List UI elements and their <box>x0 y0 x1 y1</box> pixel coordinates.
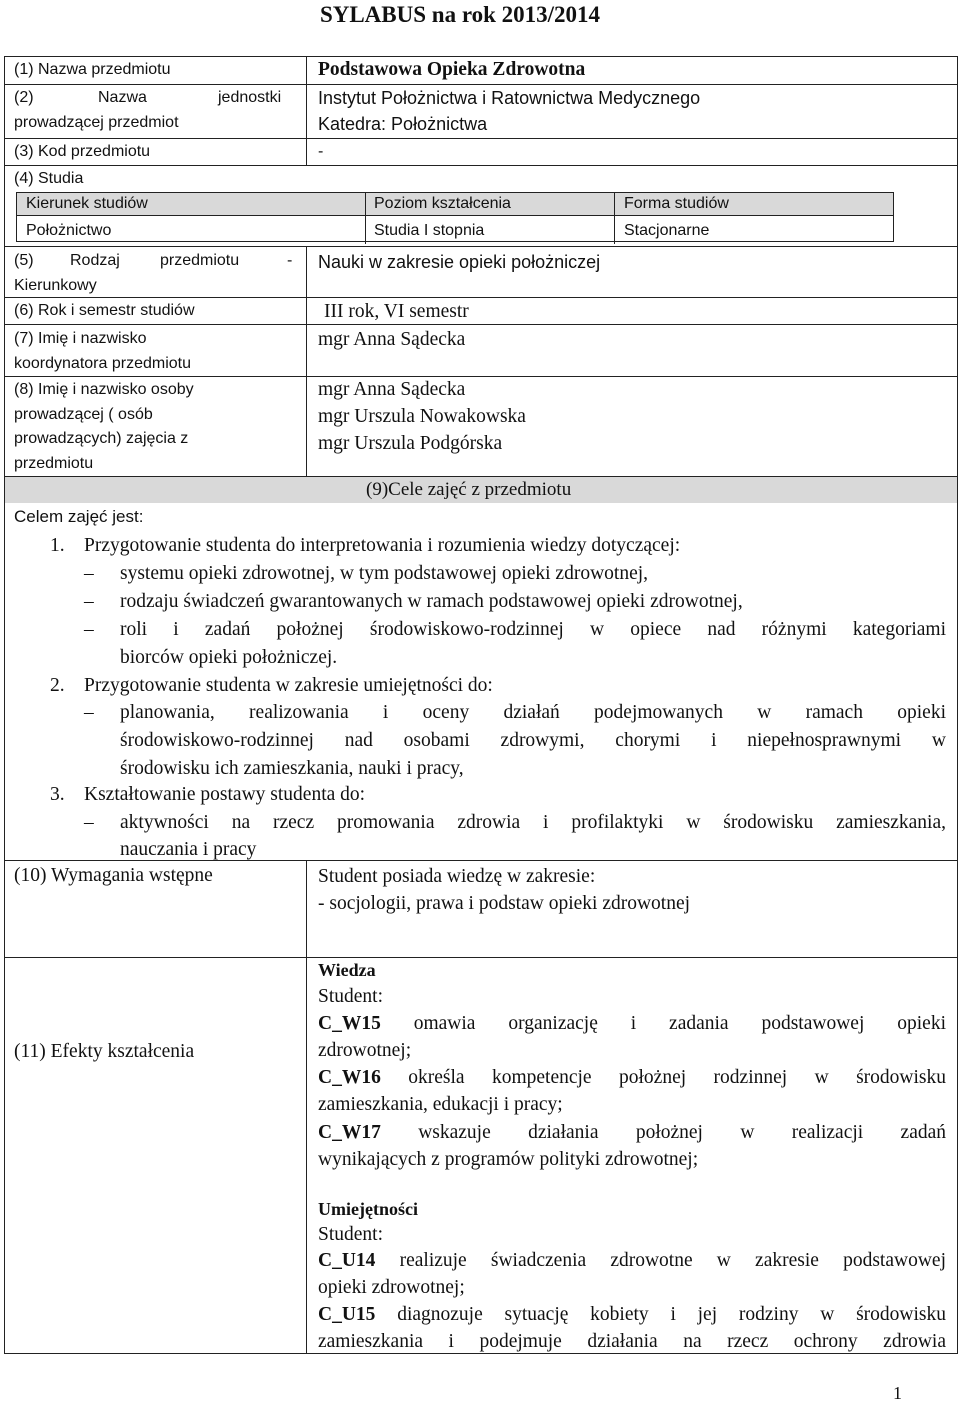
dash-bullet: – <box>84 591 94 612</box>
label-course-code: (3) Kod przedmiotu <box>14 143 151 160</box>
goals-heading: (9)Cele zajęć z przedmiotu <box>366 479 572 500</box>
value-course-name: Podstawowa Opieka Zdrowotna <box>318 59 586 80</box>
value-department: Katedra: Położnictwa <box>318 114 488 134</box>
label-coordinator-b: koordynatora przedmiotu <box>14 355 191 372</box>
outcomes-skills-student: Student: <box>318 1224 384 1245</box>
value-course-code: - <box>318 143 324 160</box>
goals-intro: Celem zajęć jest: <box>14 507 144 526</box>
goal-3-text: Kształtowanie postawy studenta do: <box>84 784 366 805</box>
page-number: 1 <box>893 1383 902 1403</box>
goal-1-item-1: systemu opieki zdrowotnej, w tym podstawowej opieki zdrowotnej, <box>120 563 649 584</box>
dash-bullet: – <box>84 812 94 833</box>
header-field-of-study: Kierunek studiów <box>26 195 148 212</box>
label-coordinator-a: (7) Imię i nazwisko <box>14 330 147 347</box>
header-form: Forma studiów <box>624 195 729 212</box>
column-divider <box>306 246 307 476</box>
label-year-semester: (6) Rok i semestr studiów <box>14 302 195 319</box>
label-type-b: Rodzaj <box>70 252 120 269</box>
outcome-w17: C_W17 wskazuje działania położnej w realizacji zadań <box>318 1122 947 1143</box>
row-divider <box>5 138 957 139</box>
goal-2-num: 2. <box>50 675 65 696</box>
value-teacher-1: mgr Anna Sądecka <box>318 379 466 400</box>
dash-bullet: – <box>84 619 94 640</box>
outcome-u15-cont: zamieszkania i podejmuje działania na rzecz ochrony zdrowia <box>318 1331 946 1352</box>
label-unit-a: (2) <box>14 89 34 106</box>
outcome-w15: C_W15 omawia organizację i zadania podstawowej opieki <box>318 1013 946 1034</box>
column-divider <box>306 57 307 165</box>
value-institute: Instytut Położnictwa i Ratownictwa Medycznego <box>318 88 701 108</box>
column-divider <box>306 860 307 1354</box>
dash-bullet: – <box>84 563 94 584</box>
outcome-w16-cont: zamieszkania, edukacji i pracy; <box>318 1094 563 1115</box>
goal-2-text: Przygotowanie studenta w zakresie umiejętności do: <box>84 675 493 696</box>
goal-2-item-1: planowania, realizowania i oceny działań podejmowanych w ramach opieki <box>120 702 946 723</box>
outcome-u15: C_U15 diagnozuje sytuację kobiety i jej rodziny w środowisku <box>318 1304 946 1325</box>
goal-1-item-3-cont: biorców opieki położniczej. <box>120 647 338 668</box>
goal-3-item-1: aktywności na rzecz promowania zdrowia i profilaktyki w środowisku zamieszkania, <box>120 812 946 833</box>
row-divider <box>5 165 957 166</box>
label-unit-d: prowadzącej przedmiot <box>14 114 179 131</box>
outcomes-knowledge-student: Student: <box>318 986 384 1007</box>
goal-2-item-1-cont: środowiskowo-rodzinnej nad osobami zdrowymi, chorymi i niepełnosprawnymi w <box>120 730 946 751</box>
row-divider <box>5 376 957 377</box>
outcome-u14-cont: opieki zdrowotnej; <box>318 1277 465 1298</box>
outcome-w17-cont: wynikających z programów polityki zdrowotnej; <box>318 1149 699 1170</box>
label-teachers-b: prowadzącej ( osób <box>14 406 153 423</box>
goal-1-item-2: rodzaju świadczeń gwarantowanych w ramach podstawowej opieki zdrowotnej, <box>120 591 743 612</box>
row-divider <box>5 957 957 958</box>
dash-bullet: – <box>84 702 94 723</box>
prerequisites-line-1: Student posiada wiedzę w zakresie: <box>318 866 596 887</box>
goal-3-num: 3. <box>50 784 65 805</box>
value-teacher-3: mgr Urszula Podgórska <box>318 433 503 454</box>
value-level: Studia I stopnia <box>374 222 485 239</box>
outcome-w16: C_W16 określa kompetencje położnej rodzinnej w środowisku <box>318 1067 946 1088</box>
row-divider <box>5 246 957 247</box>
outcome-u14: C_U14 realizuje świadczenia zdrowotne w zakresie podstawowej <box>318 1250 946 1271</box>
label-type-d: - <box>287 252 293 269</box>
value-year-semester: III rok, VI semestr <box>324 301 469 322</box>
page-title: SYLABUS na rok 2013/2014 <box>319 2 601 27</box>
goal-1-text: Przygotowanie studenta do interpretowania i rozumienia wiedzy dotyczącej: <box>84 535 681 556</box>
label-learning-outcomes: (11) Efekty kształcenia <box>14 1041 195 1062</box>
label-teachers-d: przedmiotu <box>14 455 94 472</box>
header-level: Poziom kształcenia <box>374 195 511 212</box>
value-coordinator: mgr Anna Sądecka <box>318 329 466 350</box>
label-teachers-a: (8) Imię i nazwisko osoby <box>14 381 194 398</box>
row-divider <box>5 297 957 298</box>
value-field-of-study: Położnictwo <box>26 222 112 239</box>
label-teachers-c: prowadzących) zajęcia z <box>14 430 189 447</box>
outcomes-skills-heading: Umiejętności <box>318 1199 418 1219</box>
label-type-c: przedmiotu <box>160 252 240 269</box>
goal-1-item-3: roli i zadań położnej środowiskowo-rodzinnej w opiece nad różnymi kategoriami <box>120 619 946 640</box>
value-form: Stacjonarne <box>624 222 710 239</box>
label-unit-c: jednostki <box>218 89 282 106</box>
label-prerequisites: (10) Wymagania wstępne <box>14 865 213 886</box>
goal-1-num: 1. <box>50 535 65 556</box>
prerequisites-line-2: - socjologii, prawa i podstaw opieki zdrowotnej <box>318 893 691 914</box>
row-divider <box>5 84 957 85</box>
goal-3-item-1-cont: nauczania i pracy <box>120 839 257 860</box>
outcomes-knowledge-heading: Wiedza <box>318 960 376 980</box>
goal-2-item-1-cont2: środowisku ich zamieszkania, nauki i pracy, <box>120 758 464 779</box>
label-studies: (4) Studia <box>14 170 84 187</box>
outcome-w15-cont: zdrowotnej; <box>318 1040 412 1061</box>
row-divider <box>5 324 957 325</box>
label-type-a: (5) <box>14 252 34 269</box>
label-type-e: Kierunkowy <box>14 277 97 294</box>
label-course-name: (1) Nazwa przedmiotu <box>14 61 171 78</box>
label-unit-b: Nazwa <box>98 89 147 106</box>
value-type: Nauki w zakresie opieki położniczej <box>318 252 601 272</box>
value-teacher-2: mgr Urszula Nowakowska <box>318 406 526 427</box>
